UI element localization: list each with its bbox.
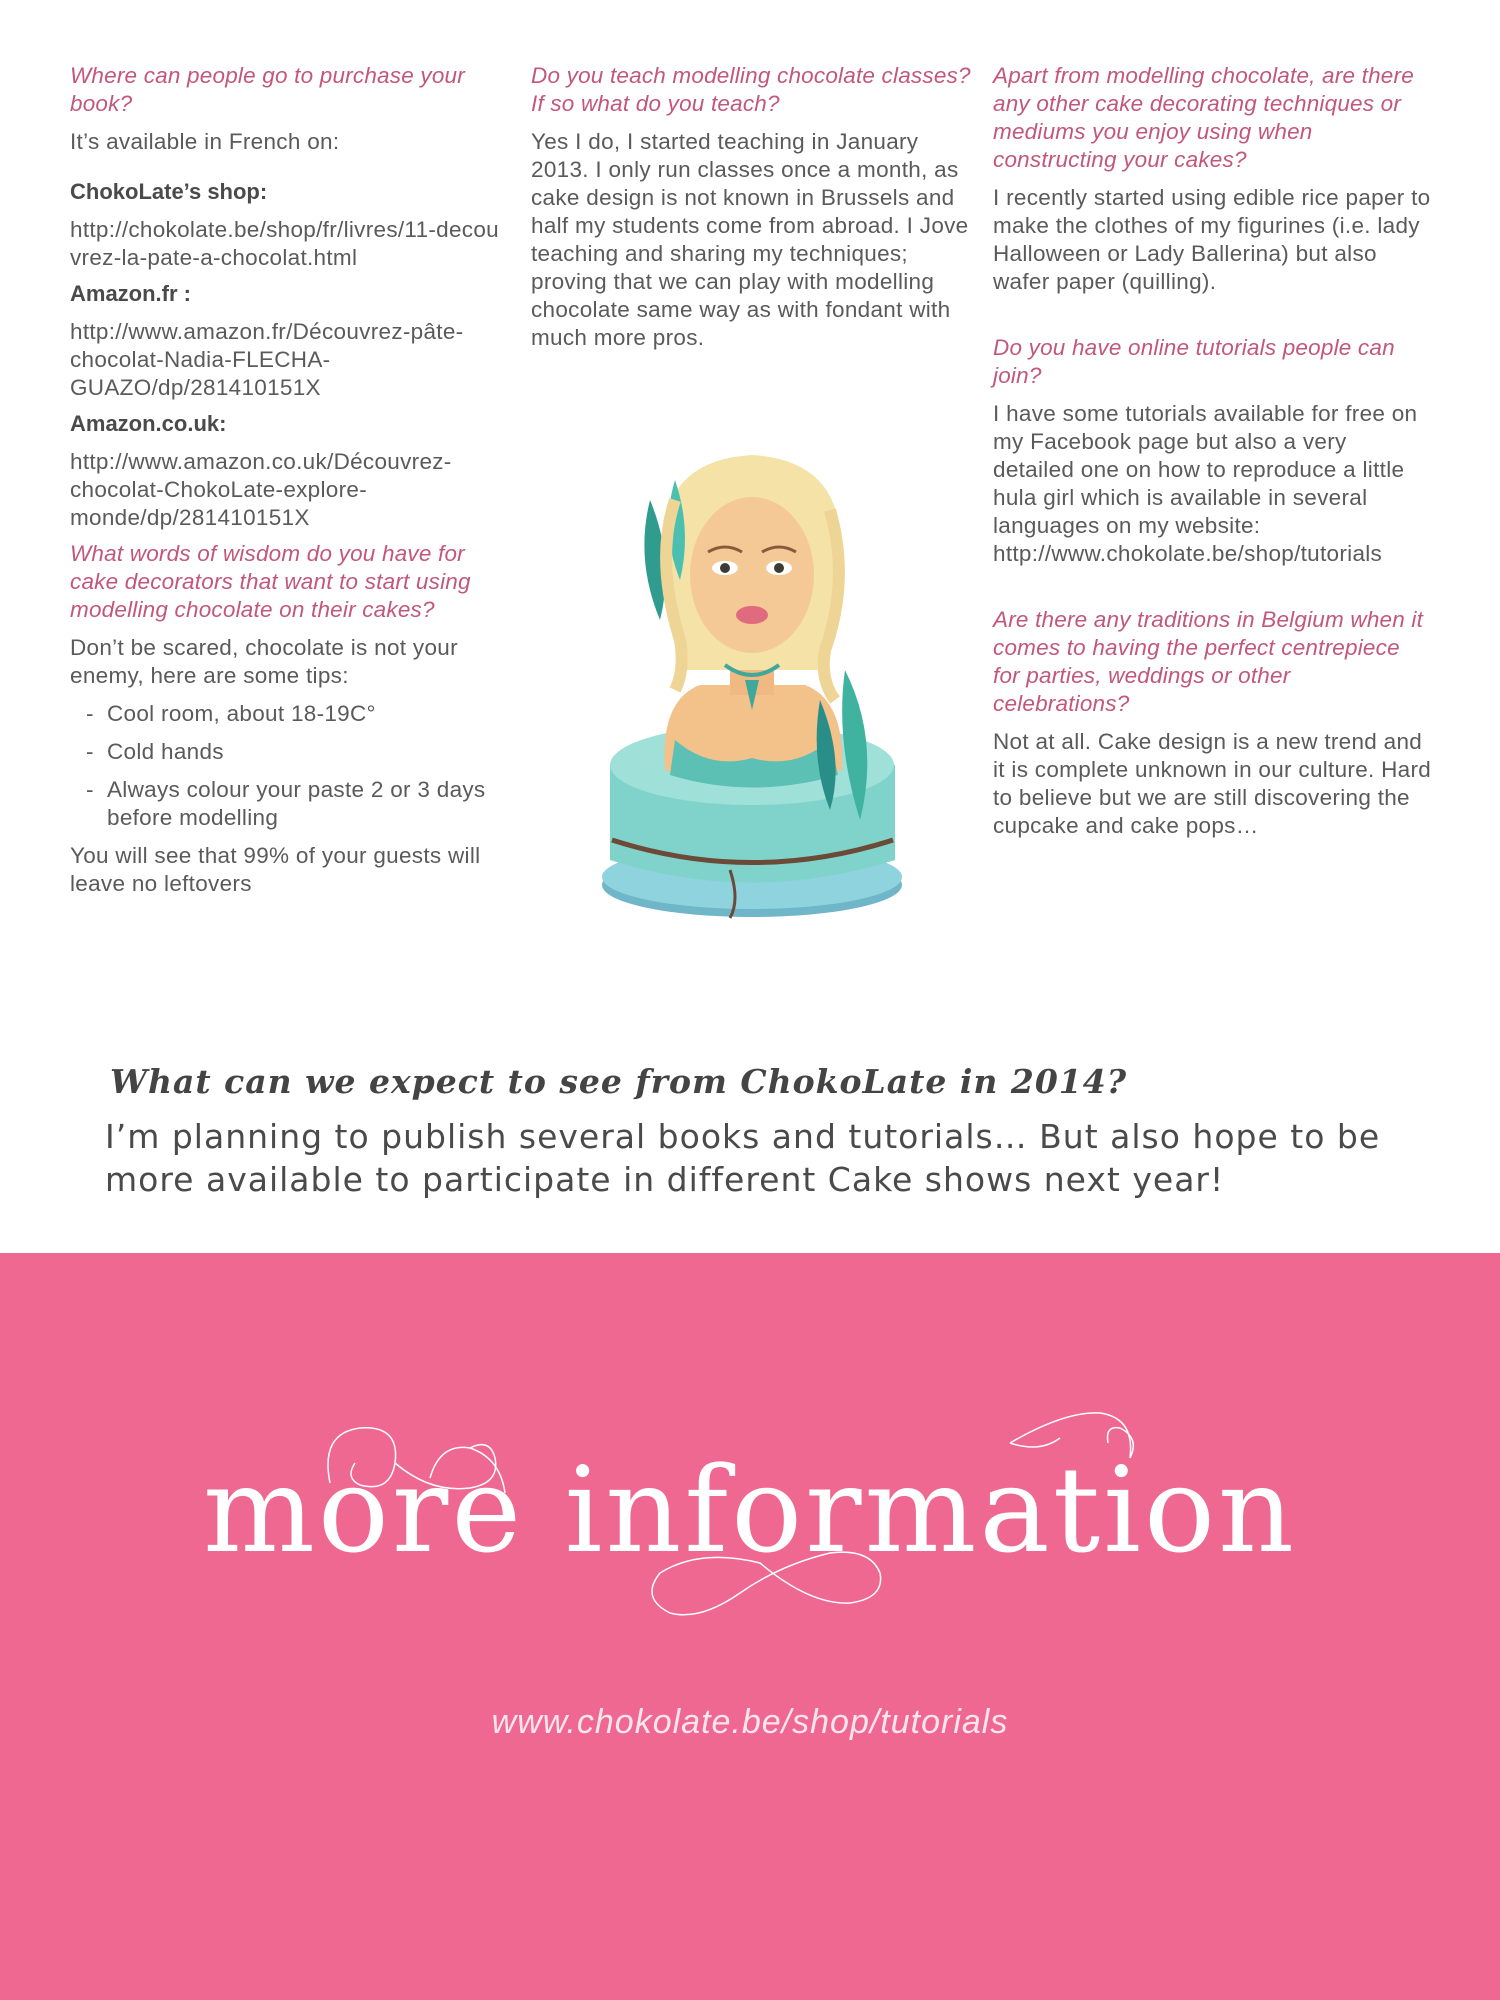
answer-purchase: It’s available in French on:: [70, 129, 340, 154]
cake-figure-illustration: [580, 440, 925, 930]
amazon-uk-link[interactable]: http://www.amazon.co.uk/Découvrez-chocolat-ChokoLate-explore-monde/dp/281410151X: [70, 449, 452, 530]
question-tutorials: Do you have online tutorials people can join?: [993, 335, 1395, 388]
answer-leftovers: You will see that 99% of your guests will leave no leftovers: [70, 843, 481, 896]
question-traditions: Are there any traditions in Belgium when it comes to having the perfect centrepiece for parties, weddings or other celebrations?: [993, 607, 1424, 716]
column-middle: [531, 62, 971, 352]
answer-tutorials: I have some tutorials available for free on my Facebook page but also a very detailed one on how to reproduce a little hula girl which is available in several languages on my website: http://www.chokolate.be/shop/tutorials: [993, 401, 1418, 566]
amazon-uk-label: Amazon.co.uk:: [70, 411, 227, 436]
question-techniques: Apart from modelling chocolate, are there any other cake decorating techniques or mediums you enjoy using when constructing your cakes?: [993, 63, 1414, 172]
tip-item: - Cold hands: [86, 739, 224, 764]
tip-item: - Cool room, about 18-19C°: [86, 701, 376, 726]
shop-link[interactable]: http://chokolate.be/shop/fr/livres/11-decouvrez-la-pate-a-chocolat.html: [70, 217, 499, 270]
tip-item: - Always colour your paste 2 or 3 days before modelling: [86, 777, 486, 830]
shop-label: ChokoLate’s shop:: [70, 179, 268, 204]
question-purchase: Where can people go to purchase your book?: [70, 63, 465, 116]
tutorials-link[interactable]: www.chokolate.be/shop/tutorials: [491, 1703, 1009, 1741]
question-wisdom: What words of wisdom do you have for cake decorators that want to start using modelling chocolate on their cakes?: [70, 541, 471, 622]
question-classes: Do you teach modelling chocolate classes? If so what do you teach?: [531, 63, 971, 116]
feature-question: What can we expect to see from ChokoLate in 2014?: [110, 1062, 1128, 1101]
answer-techniques: I recently started using edible rice paper to make the clothes of my figurines (i.e. lady Halloween or Lady Ballerina) but also wafer paper (quilling).: [993, 185, 1431, 294]
feature-answer: I’m planning to publish several books and tutorials… But also hope to be more available to participate in different Cake shows next year!: [105, 1117, 1381, 1199]
column-left: [70, 62, 510, 898]
amazon-fr-link[interactable]: http://www.amazon.fr/Découvrez-pâte-chocolat-Nadia-FLECHA-GUAZO/dp/281410151X: [70, 319, 464, 400]
cake-figure-image: [580, 440, 925, 930]
feature-qa: [105, 1062, 1425, 1201]
more-information-banner: [0, 1253, 1500, 2000]
more-information-title: more information: [203, 1441, 1297, 1579]
flourish-ornament: [0, 1253, 1500, 2000]
tips-list: [70, 700, 510, 832]
amazon-fr-label: Amazon.fr :: [70, 281, 191, 306]
answer-wisdom: Don’t be scared, chocolate is not your enemy, here are some tips:: [70, 635, 458, 688]
answer-classes: Yes I do, I started teaching in January 2013. I only run classes once a month, as cake design is not known in Brussels and half my students come from abroad. I Jove teaching and sharing my techniques; proving that we can play with modelling chocolate same way as with fondant with much more pros.: [531, 129, 969, 350]
answer-traditions: Not at all. Cake design is a new trend and it is complete unknown in our culture. Hard to believe but we are still discovering the cupcake and cake pops…: [993, 729, 1432, 838]
column-right: [993, 62, 1433, 840]
